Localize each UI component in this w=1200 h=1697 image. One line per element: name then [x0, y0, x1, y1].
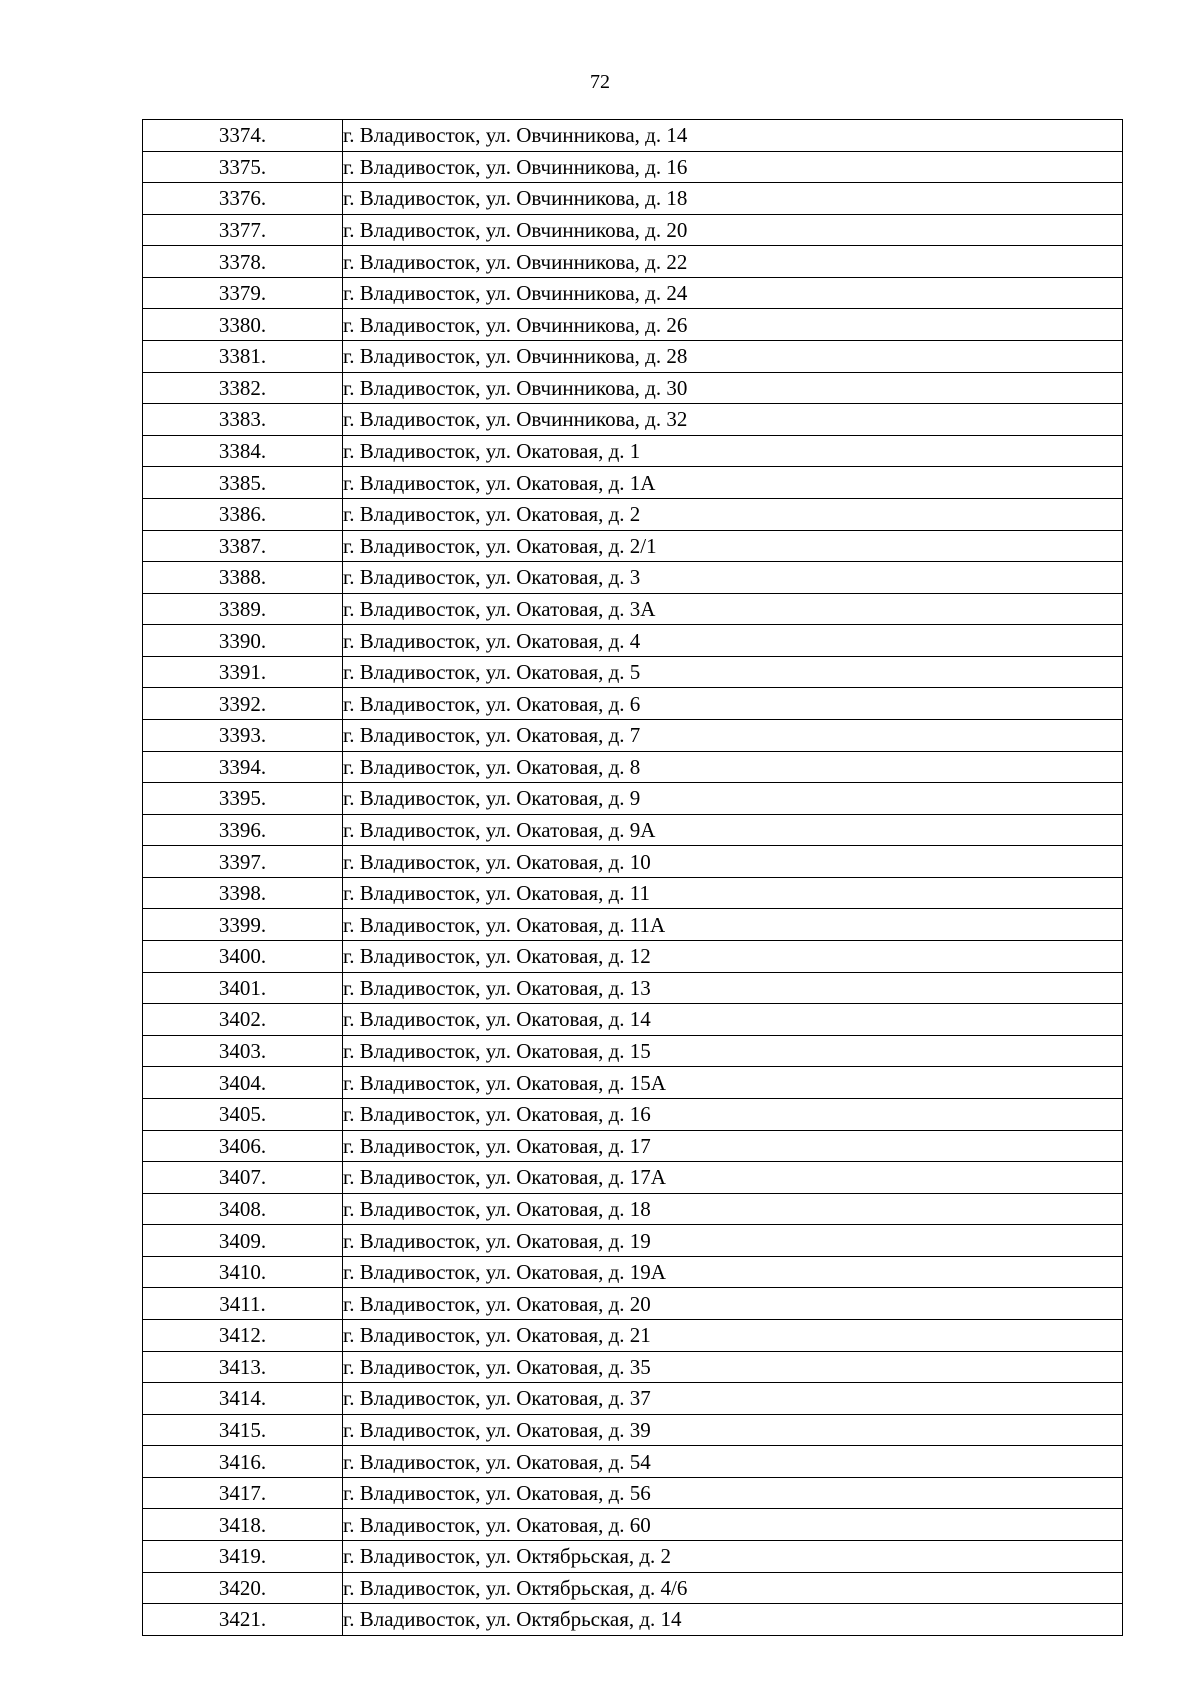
- address-cell: г. Владивосток, ул. Окатовая, д. 1А: [343, 467, 1123, 499]
- address-cell: г. Владивосток, ул. Окатовая, д. 6: [343, 688, 1123, 720]
- address-cell: г. Владивосток, ул. Окатовая, д. 15А: [343, 1067, 1123, 1099]
- table-row: [143, 1067, 1123, 1099]
- address-table: [142, 119, 1123, 1636]
- row-number-cell: 3408.: [143, 1193, 343, 1225]
- table-row: [143, 372, 1123, 404]
- address-cell: г. Владивосток, ул. Окатовая, д. 11А: [343, 909, 1123, 941]
- row-number-cell: 3377.: [143, 214, 343, 246]
- table-row: [143, 846, 1123, 878]
- row-number-cell: 3383.: [143, 404, 343, 436]
- row-number-cell: 3379.: [143, 277, 343, 309]
- row-number-cell: 3382.: [143, 372, 343, 404]
- row-number-cell: 3413.: [143, 1351, 343, 1383]
- table-row: [143, 625, 1123, 657]
- table-row: [143, 246, 1123, 278]
- table-row: [143, 467, 1123, 499]
- table-row: [143, 1477, 1123, 1509]
- table-row: [143, 1446, 1123, 1478]
- address-cell: г. Владивосток, ул. Окатовая, д. 60: [343, 1509, 1123, 1541]
- row-number-cell: 3391.: [143, 656, 343, 688]
- address-cell: г. Владивосток, ул. Окатовая, д. 17: [343, 1130, 1123, 1162]
- address-cell: г. Владивосток, ул. Октябрьская, д. 14: [343, 1604, 1123, 1636]
- table-row: [143, 1288, 1123, 1320]
- row-number-cell: 3409.: [143, 1225, 343, 1257]
- row-number-cell: 3411.: [143, 1288, 343, 1320]
- row-number-cell: 3419.: [143, 1541, 343, 1573]
- table-row: [143, 814, 1123, 846]
- address-cell: г. Владивосток, ул. Окатовая, д. 2/1: [343, 530, 1123, 562]
- address-cell: г. Владивосток, ул. Окатовая, д. 10: [343, 846, 1123, 878]
- table-row: [143, 1225, 1123, 1257]
- table-row: [143, 1509, 1123, 1541]
- address-cell: г. Владивосток, ул. Окатовая, д. 56: [343, 1477, 1123, 1509]
- address-cell: г. Владивосток, ул. Окатовая, д. 18: [343, 1193, 1123, 1225]
- row-number-cell: 3407.: [143, 1162, 343, 1194]
- address-cell: г. Владивосток, ул. Окатовая, д. 8: [343, 751, 1123, 783]
- table-row: [143, 1541, 1123, 1573]
- table-row: [143, 435, 1123, 467]
- address-cell: г. Владивосток, ул. Окатовая, д. 54: [343, 1446, 1123, 1478]
- row-number-cell: 3421.: [143, 1604, 343, 1636]
- table-row: [143, 309, 1123, 341]
- table-row: [143, 593, 1123, 625]
- table-row: [143, 688, 1123, 720]
- row-number-cell: 3393.: [143, 719, 343, 751]
- address-cell: г. Владивосток, ул. Окатовая, д. 3А: [343, 593, 1123, 625]
- row-number-cell: 3401.: [143, 972, 343, 1004]
- row-number-cell: 3376.: [143, 183, 343, 215]
- row-number-cell: 3389.: [143, 593, 343, 625]
- table-row: [143, 1193, 1123, 1225]
- table-row: [143, 120, 1123, 152]
- address-cell: г. Владивосток, ул. Окатовая, д. 19: [343, 1225, 1123, 1257]
- address-cell: г. Владивосток, ул. Окатовая, д. 9: [343, 783, 1123, 815]
- row-number-cell: 3394.: [143, 751, 343, 783]
- address-cell: г. Владивосток, ул. Окатовая, д. 20: [343, 1288, 1123, 1320]
- table-row: [143, 1098, 1123, 1130]
- table-row: [143, 941, 1123, 973]
- table-row: [143, 972, 1123, 1004]
- table-row: [143, 909, 1123, 941]
- table-row: [143, 1383, 1123, 1415]
- table-row: [143, 1256, 1123, 1288]
- row-number-cell: 3410.: [143, 1256, 343, 1288]
- address-cell: г. Владивосток, ул. Окатовая, д. 16: [343, 1098, 1123, 1130]
- row-number-cell: 3416.: [143, 1446, 343, 1478]
- address-table-body: [143, 120, 1123, 1636]
- row-number-cell: 3406.: [143, 1130, 343, 1162]
- page-number: 72: [590, 71, 610, 93]
- table-row: [143, 530, 1123, 562]
- address-cell: г. Владивосток, ул. Окатовая, д. 1: [343, 435, 1123, 467]
- row-number-cell: 3420.: [143, 1572, 343, 1604]
- address-cell: г. Владивосток, ул. Окатовая, д. 14: [343, 1004, 1123, 1036]
- row-number-cell: 3404.: [143, 1067, 343, 1099]
- address-cell: г. Владивосток, ул. Окатовая, д. 5: [343, 656, 1123, 688]
- address-cell: г. Владивосток, ул. Овчинникова, д. 26: [343, 309, 1123, 341]
- row-number-cell: 3380.: [143, 309, 343, 341]
- table-row: [143, 151, 1123, 183]
- table-row: [143, 1414, 1123, 1446]
- table-row: [143, 877, 1123, 909]
- table-row: [143, 783, 1123, 815]
- row-number-cell: 3384.: [143, 435, 343, 467]
- table-row: [143, 498, 1123, 530]
- table-row: [143, 1351, 1123, 1383]
- address-cell: г. Владивосток, ул. Окатовая, д. 2: [343, 498, 1123, 530]
- address-cell: г. Владивосток, ул. Овчинникова, д. 24: [343, 277, 1123, 309]
- table-row: [143, 1162, 1123, 1194]
- address-cell: г. Владивосток, ул. Октябрьская, д. 2: [343, 1541, 1123, 1573]
- table-row: [143, 277, 1123, 309]
- address-cell: г. Владивосток, ул. Окатовая, д. 12: [343, 941, 1123, 973]
- row-number-cell: 3375.: [143, 151, 343, 183]
- address-cell: г. Владивосток, ул. Окатовая, д. 37: [343, 1383, 1123, 1415]
- address-cell: г. Владивосток, ул. Овчинникова, д. 30: [343, 372, 1123, 404]
- address-cell: г. Владивосток, ул. Окатовая, д. 35: [343, 1351, 1123, 1383]
- address-cell: г. Владивосток, ул. Овчинникова, д. 32: [343, 404, 1123, 436]
- row-number-cell: 3397.: [143, 846, 343, 878]
- address-cell: г. Владивосток, ул. Окатовая, д. 11: [343, 877, 1123, 909]
- row-number-cell: 3381.: [143, 341, 343, 373]
- table-row: [143, 183, 1123, 215]
- table-row: [143, 1572, 1123, 1604]
- table-row: [143, 1319, 1123, 1351]
- table-row: [143, 404, 1123, 436]
- table-row: [143, 341, 1123, 373]
- row-number-cell: 3378.: [143, 246, 343, 278]
- row-number-cell: 3387.: [143, 530, 343, 562]
- address-cell: г. Владивосток, ул. Окатовая, д. 19А: [343, 1256, 1123, 1288]
- address-cell: г. Владивосток, ул. Окатовая, д. 3: [343, 562, 1123, 594]
- row-number-cell: 3402.: [143, 1004, 343, 1036]
- table-row: [143, 1130, 1123, 1162]
- address-cell: г. Владивосток, ул. Окатовая, д. 7: [343, 719, 1123, 751]
- row-number-cell: 3415.: [143, 1414, 343, 1446]
- row-number-cell: 3414.: [143, 1383, 343, 1415]
- table-row: [143, 214, 1123, 246]
- address-cell: г. Владивосток, ул. Овчинникова, д. 18: [343, 183, 1123, 215]
- row-number-cell: 3412.: [143, 1319, 343, 1351]
- address-cell: г. Владивосток, ул. Окатовая, д. 21: [343, 1319, 1123, 1351]
- address-cell: г. Владивосток, ул. Окатовая, д. 17А: [343, 1162, 1123, 1194]
- row-number-cell: 3396.: [143, 814, 343, 846]
- address-cell: г. Владивосток, ул. Овчинникова, д. 22: [343, 246, 1123, 278]
- table-row: [143, 1604, 1123, 1636]
- row-number-cell: 3418.: [143, 1509, 343, 1541]
- address-cell: г. Владивосток, ул. Окатовая, д. 15: [343, 1035, 1123, 1067]
- address-cell: г. Владивосток, ул. Окатовая, д. 13: [343, 972, 1123, 1004]
- address-cell: г. Владивосток, ул. Окатовая, д. 39: [343, 1414, 1123, 1446]
- row-number-cell: 3403.: [143, 1035, 343, 1067]
- address-cell: г. Владивосток, ул. Овчинникова, д. 16: [343, 151, 1123, 183]
- row-number-cell: 3417.: [143, 1477, 343, 1509]
- row-number-cell: 3374.: [143, 120, 343, 152]
- row-number-cell: 3400.: [143, 941, 343, 973]
- address-cell: г. Владивосток, ул. Овчинникова, д. 28: [343, 341, 1123, 373]
- address-cell: г. Владивосток, ул. Овчинникова, д. 20: [343, 214, 1123, 246]
- row-number-cell: 3405.: [143, 1098, 343, 1130]
- table-row: [143, 1035, 1123, 1067]
- address-cell: г. Владивосток, ул. Окатовая, д. 9А: [343, 814, 1123, 846]
- row-number-cell: 3392.: [143, 688, 343, 720]
- table-row: [143, 719, 1123, 751]
- row-number-cell: 3398.: [143, 877, 343, 909]
- row-number-cell: 3386.: [143, 498, 343, 530]
- address-cell: г. Владивосток, ул. Окатовая, д. 4: [343, 625, 1123, 657]
- address-cell: г. Владивосток, ул. Овчинникова, д. 14: [343, 120, 1123, 152]
- table-row: [143, 1004, 1123, 1036]
- table-row: [143, 562, 1123, 594]
- row-number-cell: 3399.: [143, 909, 343, 941]
- table-row: [143, 751, 1123, 783]
- row-number-cell: 3390.: [143, 625, 343, 657]
- row-number-cell: 3388.: [143, 562, 343, 594]
- row-number-cell: 3395.: [143, 783, 343, 815]
- table-row: [143, 656, 1123, 688]
- address-cell: г. Владивосток, ул. Октябрьская, д. 4/6: [343, 1572, 1123, 1604]
- row-number-cell: 3385.: [143, 467, 343, 499]
